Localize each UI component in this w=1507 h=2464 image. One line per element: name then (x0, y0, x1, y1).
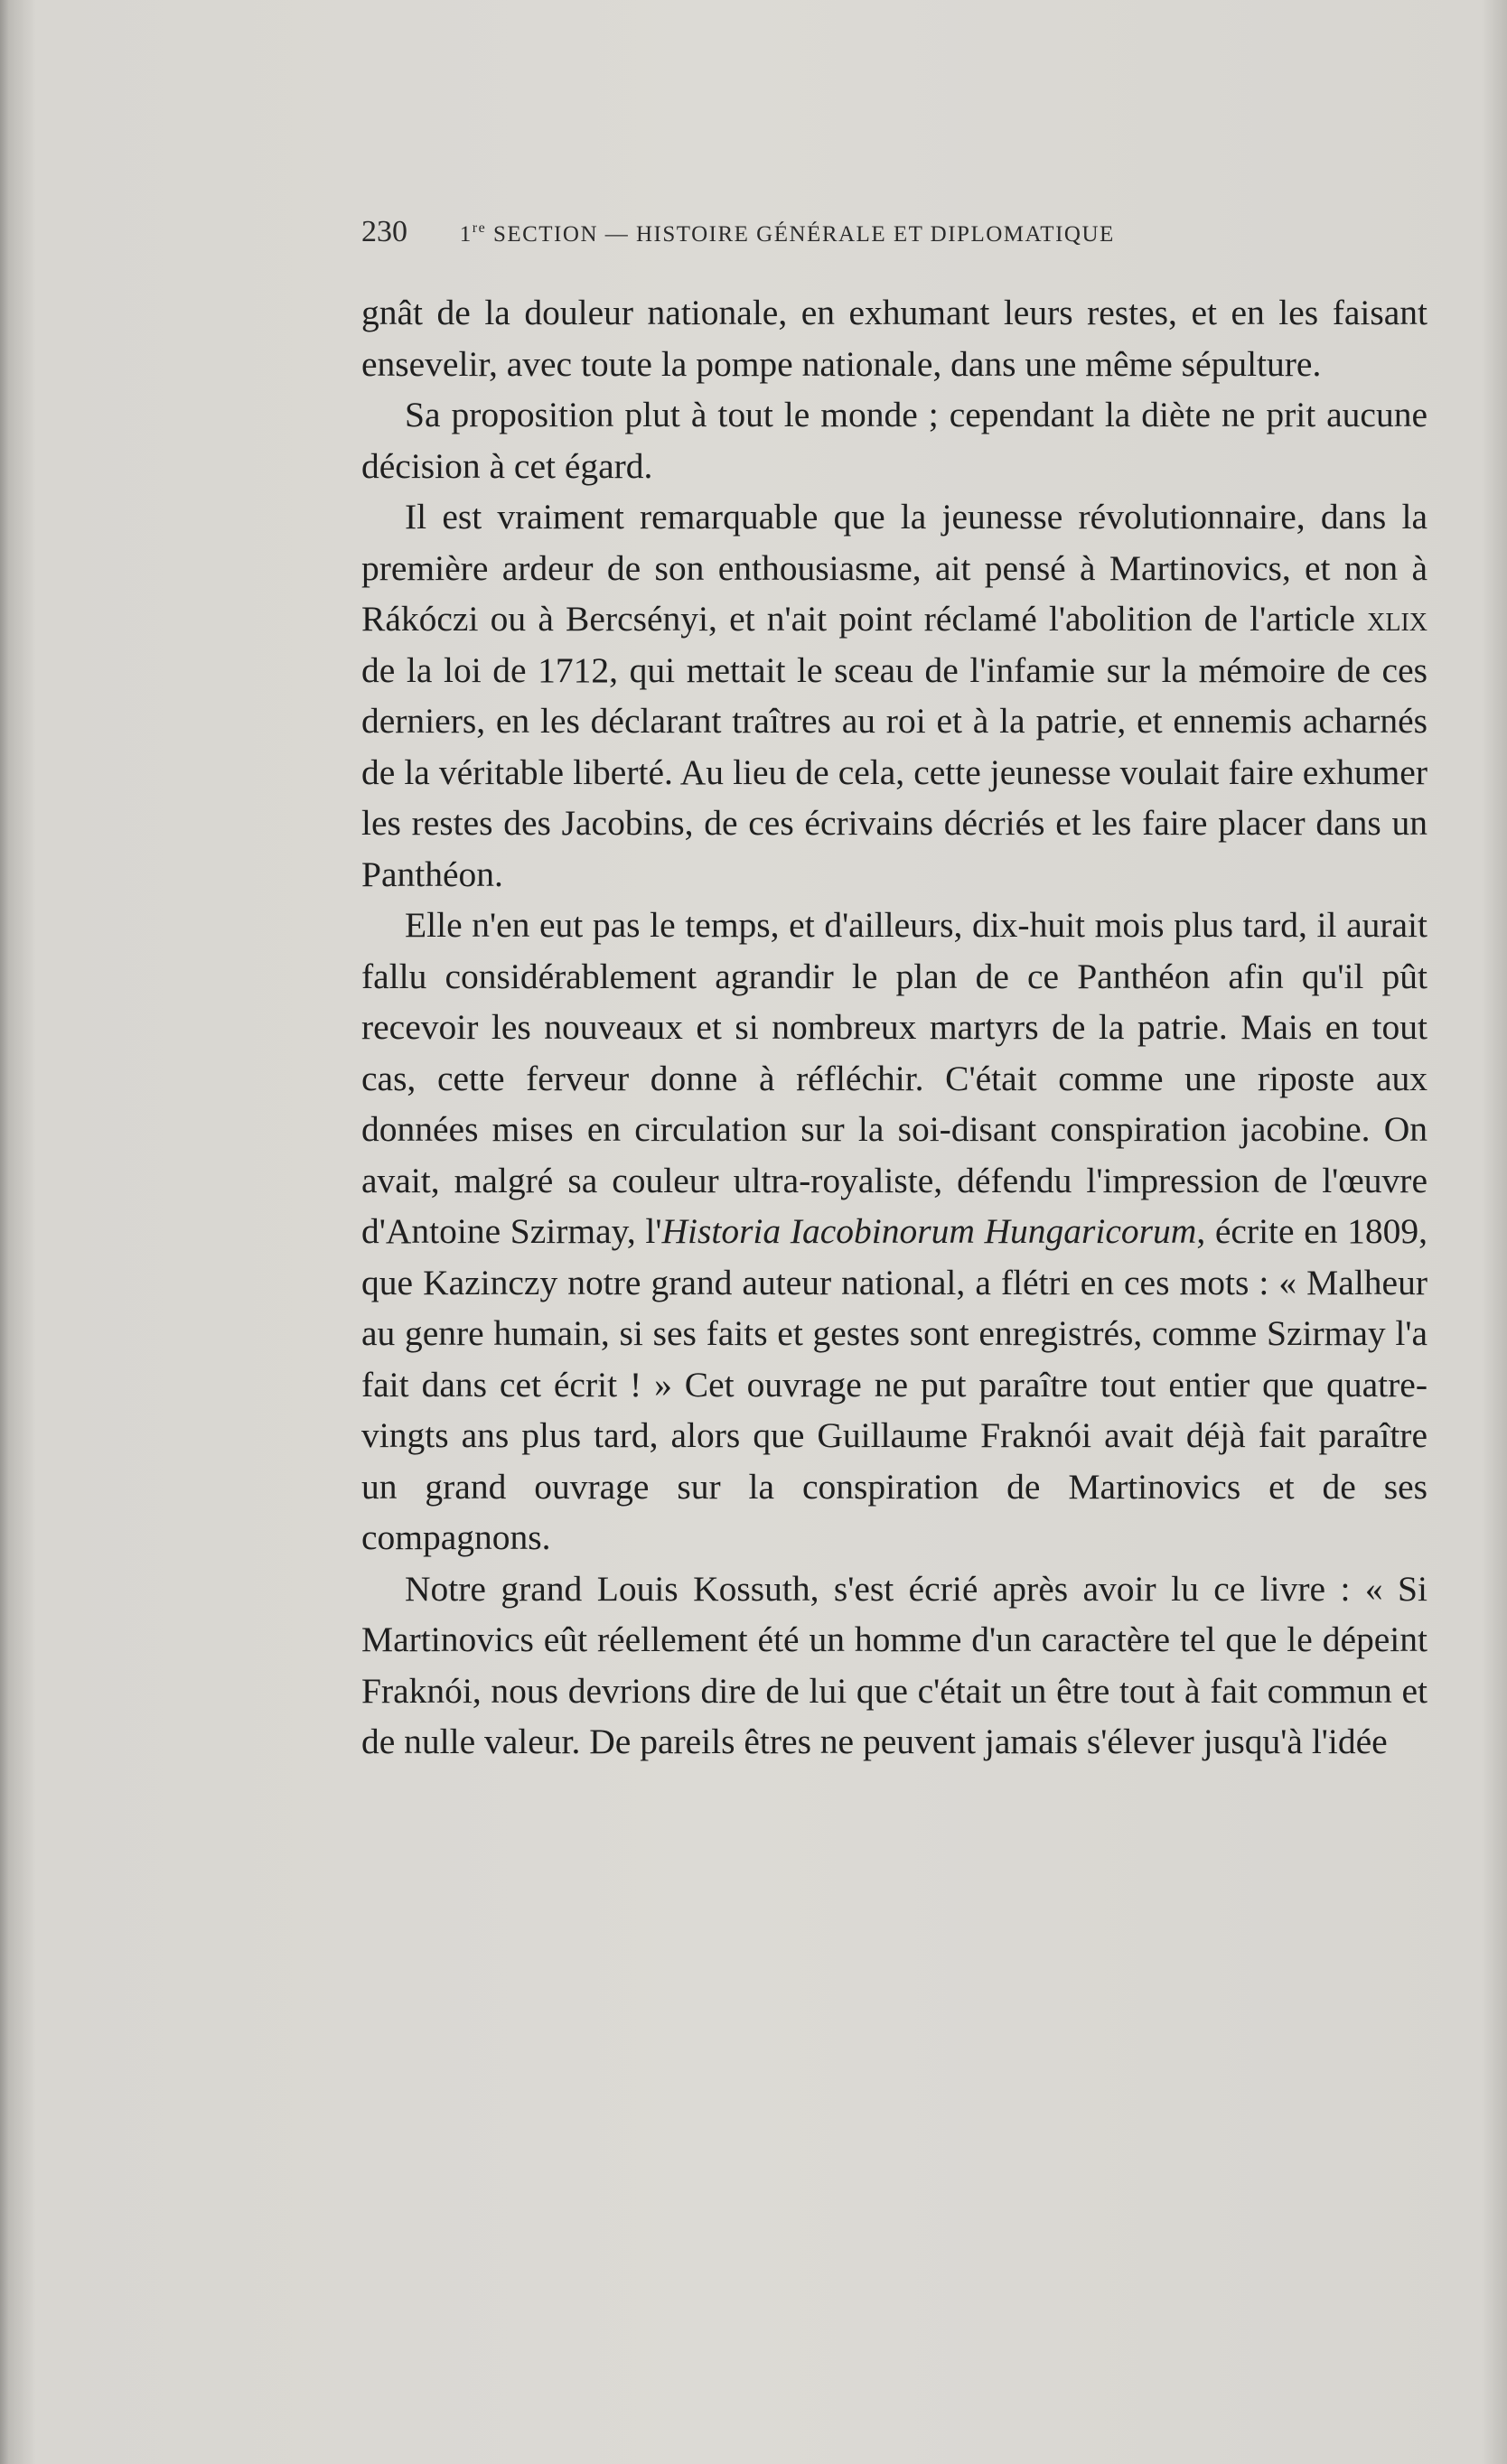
paragraph-text: Sa proposition plut à tout le monde ; cependant la diète ne prit aucune décision à cet égard. (361, 395, 1427, 486)
body-text (361, 287, 1427, 1768)
paragraph (361, 1563, 1427, 1768)
roman-numeral: xlix (1367, 599, 1427, 639)
running-title: SECTION — HISTOIRE GÉNÉRALE ET DIPLOMATIQUE (492, 222, 1115, 247)
page-number: 230 (361, 215, 407, 248)
paragraph-text: , écrite en 1809, que Kazinczy notre grand auteur national, a flétri en ces mots : « Malheur au genre humain, si ses faits et gestes sont enregistrés, comme Szirmay l'a fait dans cet écrit ! » Cet ouvrage ne put paraître tout entier que quatre-vingts ans plus tard, alors que Guillaume Fraknói avait déjà fait paraître un grand ouvrage sur la conspiration de Martinovics et de ses compagnons. (361, 1211, 1428, 1557)
running-header (361, 215, 1265, 251)
paragraph-text: Elle n'en eut pas le temps, et d'ailleurs, dix-huit mois plus tard, il aurait fallu considérablement agrandir le plan de ce Panthéon afin qu'il pût recevoir les nouveaux et si nombreux martyrs de la patrie. Mais en tout cas, cette ferveur donne à réfléchir. C'était comme une riposte aux données mises en circulation sur la soi-disant conspiration jacobine. On avait, malgré sa couleur ultra-royaliste, défendu l'impression de l'œuvre d'Antoine Szirmay, l' (361, 905, 1427, 1251)
paragraph (361, 900, 1427, 1563)
paragraph-text: Notre grand Louis Kossuth, s'est écrié après avoir lu ce livre : « Si Martinovics eût réellement été un homme d'un caractère tel que le dépeint Fraknói, nous devrions dire de lui que c'était un être tout à fait commun et de nulle valeur. De pareils êtres ne peuvent jamais s'élever jusqu'à l'idée (361, 1568, 1427, 1761)
section-ordinal-suffix: re (472, 220, 487, 236)
paragraph (361, 491, 1427, 900)
paragraph-text: Il est vraiment remarquable que la jeunesse révolutionnaire, dans la première ardeur de son enthousiasme, ait pensé à Martinovics, et non à Rákóczi ou à Bercsényi, et n'ait point réclamé l'abolition de l'article (361, 497, 1427, 639)
section-ordinal (460, 222, 486, 247)
paragraph-continued (361, 287, 1427, 389)
paragraph-text: gnât de la douleur nationale, en exhumant leurs restes, et en les faisant ensevelir, avec toute la pompe nationale, dans une même sépulture. (361, 293, 1427, 384)
book-title: Historia Iacobinorum Hungaricorum (661, 1211, 1197, 1251)
section-ordinal-number: 1 (459, 222, 473, 247)
paragraph-text: de la loi de 1712, qui mettait le sceau de l'infamie sur la mémoire de ces derniers, en les déclarant traîtres au roi et à la patrie, et ennemis acharnés de la véritable liberté. Au lieu de cela, cette jeunesse voulait faire exhumer les restes des Jacobins, de ces écrivains décriés et les faire placer dans un Panthéon. (361, 649, 1427, 894)
paragraph (361, 389, 1427, 491)
